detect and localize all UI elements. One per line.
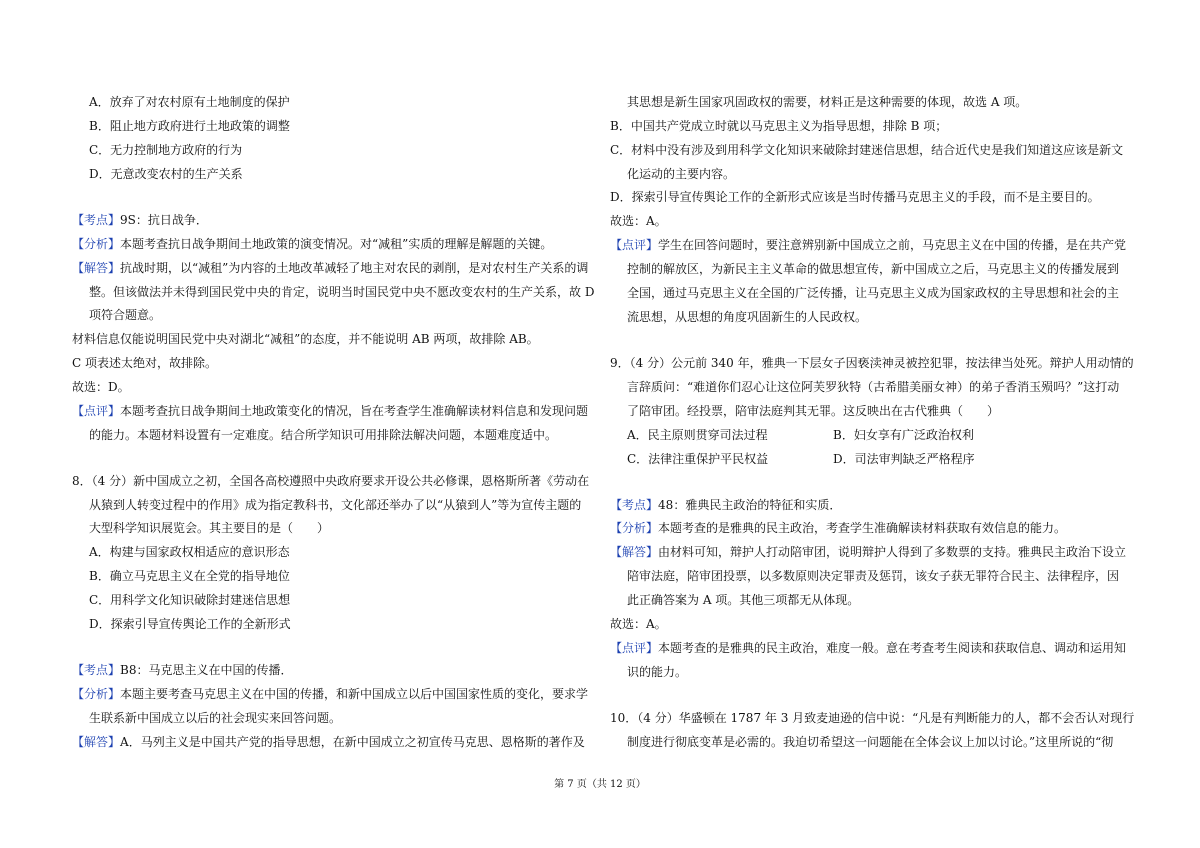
q7-option-d: D．无意改变农村的生产关系 xyxy=(89,167,243,181)
q8-jieda-d: D．探索引导宣传舆论工作的全新形式应该是当时传播马克思主义的手段，而不是主要目的。 xyxy=(610,190,1100,204)
q8-jieda-line: 其思想是新生国家巩固政权的需要，材料正是这种需要的体现，故选 A 项。 xyxy=(627,95,1028,109)
q8-jieda-b: B．中国共产党成立时就以马克思主义为指导思想，排除 B 项； xyxy=(610,119,948,133)
q9-stem-line: 了陪审团。经投票，陪审法庭判其无罪。这反映出在古代雅典（ ） xyxy=(627,404,1000,418)
tag-label: 【考点】 xyxy=(72,663,121,677)
q8-jieda-c-line: 化运动的主要内容。 xyxy=(627,167,736,181)
tag-label: 【点评】 xyxy=(610,641,659,655)
q10-stem: 10．（4 分）华盛顿在 1787 年 3 月致麦迪逊的信中说：“凡是有判断能力的人，都不会否认对现行 xyxy=(610,711,1135,725)
tag-label: 【点评】 xyxy=(610,238,659,252)
q8-stem: 8．（4 分）新中国成立之初，全国各高校遵照中央政府要求开设公共必修课，恩格斯所著《劳动在 xyxy=(72,474,590,488)
q8-dianping-line: 全国，通过马克思主义在全国的广泛传播，让马克思主义成为国家政权的主导思想和社会的主 xyxy=(627,286,1120,300)
q7-extra-line: C 项表述太绝对，故排除。 xyxy=(72,356,217,370)
q9-option-a: A．民主原则贯穿司法过程 xyxy=(627,428,768,442)
tag-label: 【点评】 xyxy=(72,404,121,418)
q7-dianping: 【点评】本题考查抗日战争期间土地政策变化的情况，旨在考查学生准确解读材料信息和发现问题 xyxy=(72,404,589,418)
q8-jieda-c: C．材料中没有涉及到用科学文化知识来破除封建迷信思想，结合近代史是我们知道这应该是新文 xyxy=(610,143,1124,157)
q7-dianping-line: 的能力。本题材料设置有一定难度。结合所学知识可用排除法解决问题，本题难度适中。 xyxy=(89,428,558,442)
tag-label: 【分析】 xyxy=(610,521,659,535)
q9-stem-line: 言辞质问：“难道你们忍心让这位阿芙罗狄特（古希腊美丽女神）的弟子香消玉殒吗？”这打动 xyxy=(627,380,1120,394)
q9-option-d: D．司法审判缺乏严格程序 xyxy=(833,452,975,466)
q7-fenxi: 【分析】本题考查抗日战争期间土地政策的演变情况。对“减租”实质的理解是解题的关键。 xyxy=(72,237,553,251)
tag-label: 【分析】 xyxy=(72,687,121,701)
q9-dianping: 【点评】本题考查的是雅典的民主政治，难度一般。意在考查考生阅读和获取信息、调动和运用知 xyxy=(610,641,1127,655)
tag-label: 【解答】 xyxy=(72,735,121,749)
q8-kaodian: 【考点】B8：马克思主义在中国的传播． xyxy=(72,663,293,677)
q7-jieda: 【解答】抗战时期，以“减租”为内容的土地改革减轻了地主对农民的剥削，是对农村生产关系的调 xyxy=(72,261,589,275)
q8-fenxi: 【分析】本题主要考查马克思主义在中国的传播，和新中国成立以后中国国家性质的变化，要求学 xyxy=(72,687,589,701)
q8-dianping-line: 控制的解放区，为新民主主义革命的做思想宣传，新中国成立之后，马克思主义的传播发展到 xyxy=(627,262,1120,276)
q8-option-a: A．构建与国家政权相适应的意识形态 xyxy=(89,545,290,559)
q8-answer: 故选：A。 xyxy=(610,214,667,228)
q10-stem-line: 制度进行彻底变革是必需的。我迫切希望这一问题能在全体会议上加以讨论。”这里所说的“彻 xyxy=(627,735,1114,749)
q9-jieda: 【解答】由材料可知，辩护人打动陪审团，说明辩护人得到了多数票的支持。雅典民主政治下设立 xyxy=(610,545,1127,559)
q8-stem-line: 从猿到人转变过程中的作用》成为指定教科书，文化部还举办了以“从猿到人”等为宣传主题的 xyxy=(89,498,582,512)
tag-label: 【分析】 xyxy=(72,237,121,251)
page-footer: 第 7 页（共 12 页） xyxy=(554,779,646,790)
q9-stem: 9．（4 分）公元前 340 年，雅典一下层女子因亵渎神灵被控犯罪，按法律当处死。辩护人用动情的 xyxy=(610,356,1134,370)
q9-answer: 故选：A。 xyxy=(610,617,667,631)
q8-dianping: 【点评】学生在回答问题时，要注意辨别新中国成立之前，马克思主义在中国的传播，是在共产党 xyxy=(610,238,1127,252)
tag-label: 【解答】 xyxy=(72,261,121,275)
q9-kaodian: 【考点】48：雅典民主政治的特征和实质． xyxy=(610,498,842,512)
q9-option-b: B．妇女享有广泛政治权利 xyxy=(833,428,974,442)
q8-option-d: D．探索引导宣传舆论工作的全新形式 xyxy=(89,617,291,631)
q8-option-b: B．确立马克思主义在全党的指导地位 xyxy=(89,569,290,583)
q8-stem-line: 大型科学知识展览会。其主要目的是（ ） xyxy=(89,521,330,535)
q7-option-c: C．无力控制地方政府的行为 xyxy=(89,143,243,157)
q9-option-c: C．法律注重保护平民权益 xyxy=(627,452,769,466)
q8-jieda: 【解答】A．马列主义是中国共产党的指导思想，在新中国成立之初宣传马克思、恩格斯的著作及 xyxy=(72,735,585,749)
q9-jieda-line: 陪审法庭，陪审团投票，以多数原则决定罪责及惩罚，该女子获无罪符合民主、法律程序，因 xyxy=(627,569,1120,583)
q7-jieda-line: 项符合题意。 xyxy=(89,308,162,322)
q7-option-b: B．阻止地方政府进行土地政策的调整 xyxy=(89,119,290,133)
tag-label: 【考点】 xyxy=(610,498,659,512)
tag-label: 【解答】 xyxy=(610,545,659,559)
tag-label: 【考点】 xyxy=(72,213,121,227)
q8-fenxi-line: 生联系新中国成立以后的社会现实来回答问题。 xyxy=(89,711,342,725)
q9-jieda-line: 此正确答案为 A 项。其他三项都无从体现。 xyxy=(627,593,860,607)
q7-option-a: A．放弃了对农村原有土地制度的保护 xyxy=(89,95,290,109)
q7-extra-line: 材料信息仅能说明国民党中央对湖北“减租”的态度，并不能说明 AB 两项，故排除 AB。 xyxy=(72,332,539,346)
q7-jieda-line: 整。但该做法并未得到国民党中央的肯定，说明当时国民党中央不愿改变农村的生产关系，故 D xyxy=(89,285,595,299)
q7-answer: 故选：D。 xyxy=(72,380,130,394)
q9-fenxi: 【分析】本题考查的是雅典的民主政治，考查学生准确解读材料获取有效信息的能力。 xyxy=(610,521,1067,535)
q7-kaodian: 【考点】9S：抗日战争． xyxy=(72,213,208,227)
q8-option-c: C．用科学文化知识破除封建迷信思想 xyxy=(89,593,291,607)
q8-dianping-line: 流思想，从思想的角度巩固新生的人民政权。 xyxy=(627,310,868,324)
q9-dianping-line: 识的能力。 xyxy=(627,665,688,679)
